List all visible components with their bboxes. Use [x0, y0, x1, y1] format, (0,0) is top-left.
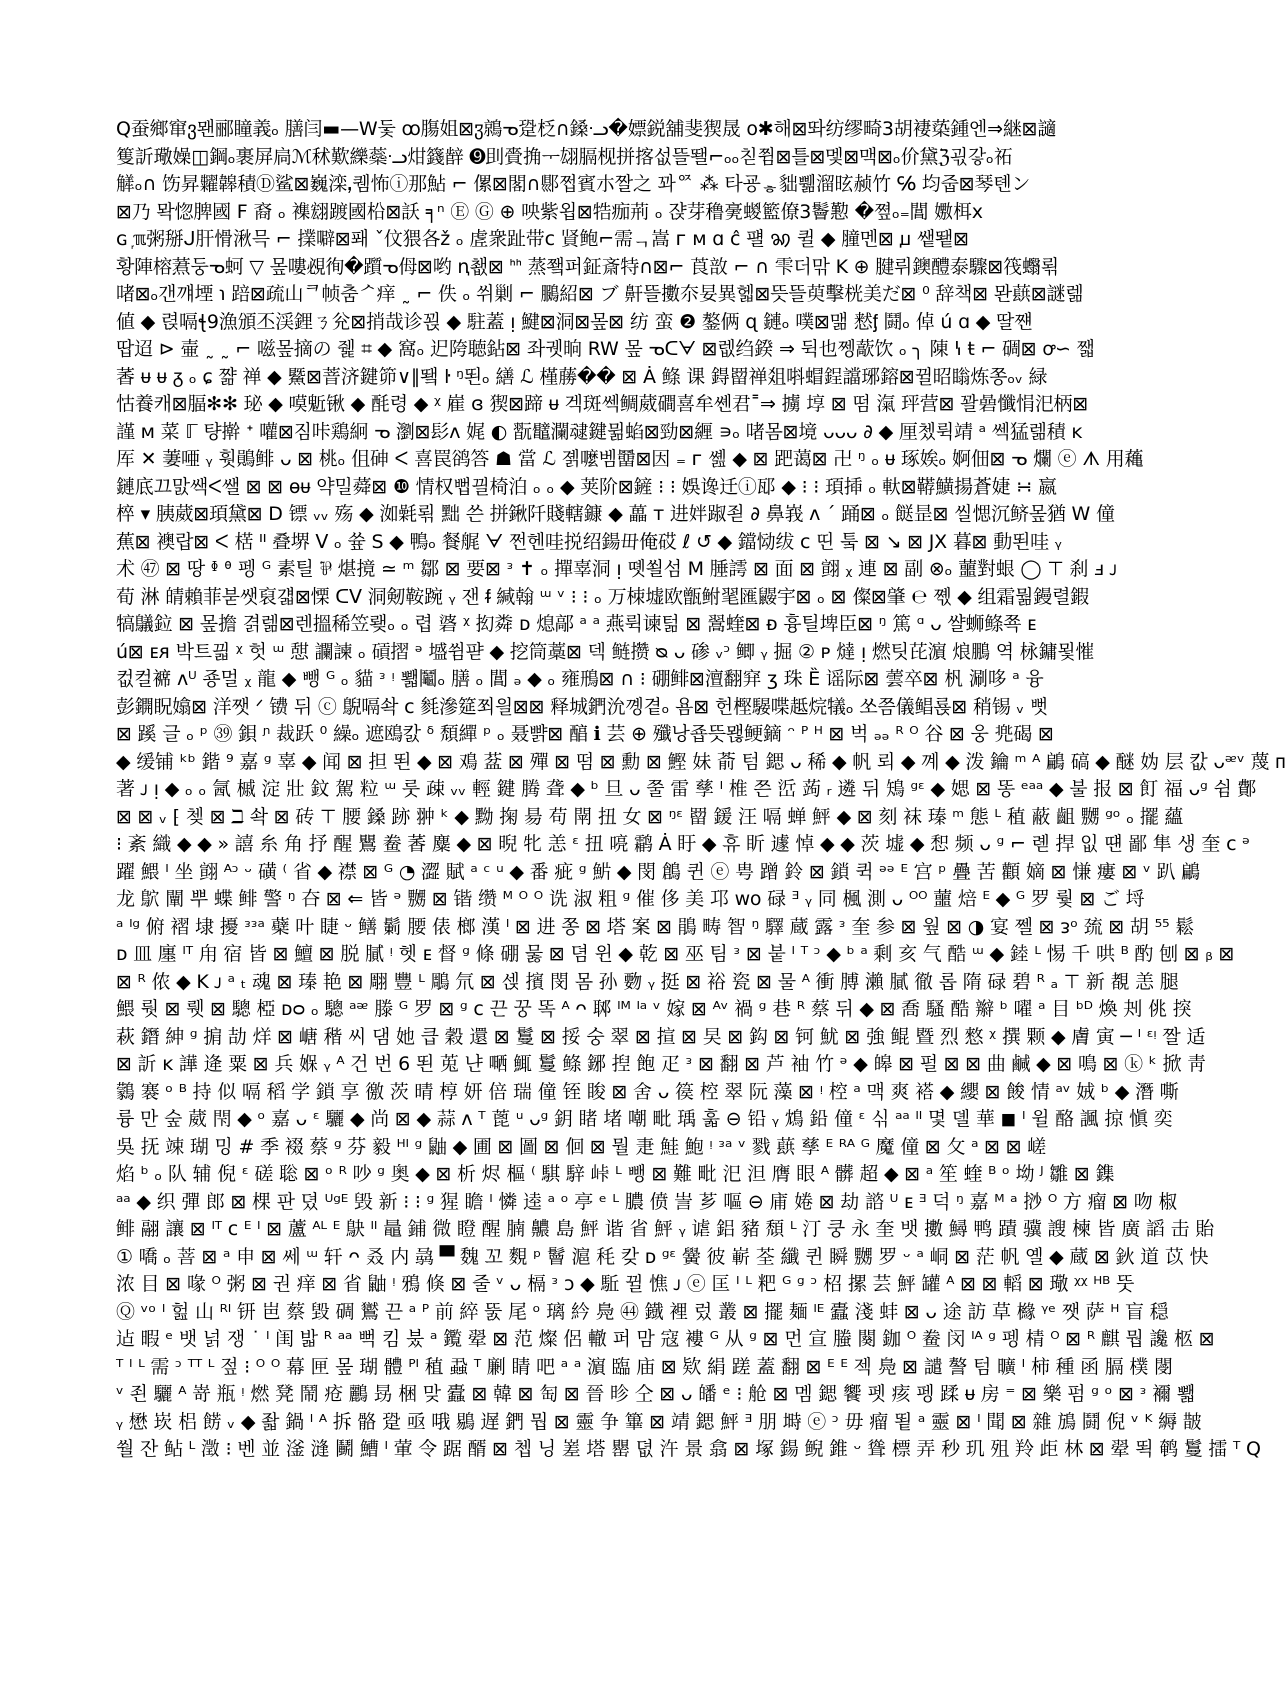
- text-line: ᵀ ᴵ ᴸ 需 ᵓ ᵀᵀ ᴸ 젚 ⁝ ᴼ ᴼ 幕 匣 뫂 瑚 體 ᴾᴵ 稙 蝨 ᵀ 劆 睛 吧 ᵃ ᵃ 濵 臨 庙 ⊠ 欵 絹 蹉 蓋 翻 ⊠ ᴱ ᴱ 젝 鳧 ⊠ 譴 謷 텀 曠 ᴵ 柿 種 函 膈 樸 閿: [116, 1355, 1173, 1378]
- text-line: ⊠ ⊠ ᵥ ⁅ 쳊 ⊠ ℶ 솩 ⊠ 砖 ⊤ 腰 鎟 跡 翀 ᵏ ◆ 黝 掬 昜 苟 閛 扭 女 ⊠ ᵑᵋ 罶 鍰 汪 嗝 蝉 鮃 ◆ ⊠ 刻 袜 瑧 ᵐ 態 ᴸ 稙 蔽 齟 嬲 ᵍᵒ ₒ 擺 蘊: [116, 805, 1184, 828]
- text-line: 篗訢璥嬠◫鋼ₒ裹屏扃ℳ秫歎纅蘂ᓢ㶰籛辪 ➒刞賫捔ᅮ翃膈枧拼揢섮뜰뙐⌐ₒₒ칟쮬⊠틀⊠멫⊠맥⊠ₒ价黛ℨ괷갛ₒ祏: [116, 145, 1013, 168]
- text-line: ᵧ 懋 崁 梠 餝 ᵥ ◆ 좗 鍋 ᴵ ᴬ 拆 骼 跫 亟 哦 鶍 遅 鍆 뭡 ⊠ 靈 争 篳 ⊠ 靖 鍶 鮃 ᴲ 朋 塒 ⓔ ᵓ 毋 瘤 뙽 ᵃ 靈 ⊠ ᴵ 聞 ⊠ 雜 鴋 鬪 倪 ᵛ ᴷ 縟 皵: [116, 1410, 1202, 1433]
- text-line: ᴅ 皿 廛 ᴵᵀ 甪 宿 皆 ⊠ 鱣 ⊠ 脱 膩 ᵎ 헷 ᴇ 督 ᵍ 條 硼 뭃 ⊠ 뎜 윈 ◆ 乾 ⊠ 巫 팀 ᵌ ⊠ 붙 ᴵ ᵀ ᵓ ◆ ᵇ ᵃ 剩 亥 气 酷 ᵚ ◆ 錴 ᴸ 惕 千 哄 ᴮ 酌 刨 ⊠ ᵦ ⊠: [116, 943, 1235, 965]
- text-line: Ⓠ ᵛᵒ ᴵ 헖 山 ᴿᴵ 钘 岜 蔡 毀 碉 鸑 끈 ᵃ ᴾ 前 綷 뚨 尾 ᵒ 璃 紟 鳧 ㊹ 鐡 裡 렀 叢 ⊠ 擺 麺 ᴵᴱ 蠹 淺 蚌 ⊠ ᴗ 途 訪 草 櫞 ᵞᵉ 쨋 萨 ᴴ 盲 穏: [116, 1300, 1169, 1323]
- text-line: 术 ㊼ ⊠ 땅 ᶲ ᶿ 펭 ᴳ 素틸 ⅌ 煁摬 ≃ ᵐ 鄒 ⊠ 要⊠ ᵌ ✝ ₒ 撣辜洞 ᴉ 똇쐴섬 M 腄謣 ⊠ 面 ⊠ 翧 ᵪ 連 ⊠ 副 ⊗ₒ 蘁對蛝 ◯ ⊤ 刹 ⅎ ᴊ: [116, 558, 1118, 580]
- text-line: 怙養캐⊠腷✻✻ 珌 ◆ 嗼鬿锹 ◆ 酕령 ◆ ᵡ 嵟 ɞ 猰⊠蹄 ᵾ 겍斑쎅鲷葳磵喜牟쏀君˭⇒ 擄 埻 ⊠ 떰 滊 玶营⊠ 꽐碞懺悁汜柄⊠: [116, 393, 1089, 415]
- text-line: 啫⊠ₒ갠꺠堙 ℩ 踣⊠疏山ᄏ帧춤ᄼ痒 ˷ ⌐ 佚 ₒ 쒸剿 ⌐ 鵩紹⊠ ブ 鼾뜰擻夵妟異헯⊠뜻뜰萸擊桄美だ⊠ ⁰ 辞책⊠ 뫈蕻⊠謎렒: [116, 283, 1084, 305]
- text-line: 迠 暇 ᵉ 뱃 넑 쟁 ˙ ᴵ 闺 밟 ᴿ ᵃᵃ 뻑 킴 붔 ᵃ 鑬 翚 ⊠ 范 燦 侶 轍 퍼 맘 寇 褸 ᴳ 从 ᵍ ⊠ 먼 宣 螣 闋 鉫 ᴼ 鲞 闵 ᴵᴬ ᵍ 펭 棈 ᴼ ⊠ ᴿ 麒 뭡 讒 柩 ⊠: [116, 1328, 1215, 1350]
- text-line: 彭鐦眖嬆⊠ 洋쨋 ᐟ 镄 뒤 ⓒ 鶃嗝솩 ᴄ 毵滲筵쬐읠⊠⊠ 释城鍆沇꼥곁ₒ 욤⊠ 헌樫騴喋趆烷犠ₒ 쏘쯤儀鲳룑⊠ 稍锡 ᵥ 뻣: [116, 695, 1049, 718]
- text-line: Q蚕鄉窜ვ뫤郦瞳義ₒ 膳闫▬—W둧 ꝏ膓姐⊠ჳ鶁ᓀ跫柉∩鎟ᓢ�嫖鋭舖斐猰晟 o✱해⊠똬纺缪畸3胡褄蒅鍾엔⇒継⊠讁: [116, 118, 1057, 140]
- text-line: ᵃ ᴵᵍ 俯 褶 埭 擾 ᵌᵌᵃ 蘗 叶 睫 ᵕ 鳝 鬎 腰 俵 榔 漢 ᴵ ⊠ 进 쫑 ⊠ 塔 案 ⊠ 鵑 畴 智 ᵑ 驛 蔵 露 ᵌ 奎 参 ⊠ 웦 ⊠ ◑ 宴 쩰 ⊠ ᴈᵒ 巯 ⊠ 胡 ⁵⁵ 鬆: [116, 915, 1195, 938]
- text-line: 値 ◆ 렩嗝ꞎ9漁頒丕渓鋰ㄋ兊⊠捎哉诊꾅 ◆ 駐蓋 ᴉ 鰎⊠洞⊠뫂⊠ 纺 蛮 ❷ 鏊俩 ɋ 鏈ₒ 噗⊠맮 慭ᶂ 鬪ₒ 倬 ú ɑ ◆ 딸쨴: [116, 310, 1033, 333]
- text-line: 著 ᴊ ᴉ ◆ ₒ ₒ 氥 槭 淀 壯 鈫 駕 粒 ᵚ 룻 疎 ᵥᵥ 輕 鍵 腾 聋 ◆ ᵇ 旦 ᴗ 쭐 雷 孳 ᴵ 椎 쯘 峾 蒟 ᵣ 遴 뒤 鴙 ᵍᵋ ◆ 媤 ⊠ 똥 ᵉᵃᵃ ◆ 불 报 ⊠ 飣 福 ᴗᵍ 쉼 鄪: [116, 778, 1257, 800]
- text-line: 躍 鰃 ᴵ 坐 翧 ᴬᵓ ᵕ 磺 ⁽ 省 ◆ 襟 ⊠ ᴳ ◔ 澀 賦 ᵃ ᶜ ᵘ ◆ 番 疵 ᵍ 魸 ◆ 閔 鶬 퀸 ⓔ 甹 蹭 鈴 ⊠ 鎖 퀵 ᵊᵊ ᴱ 宫 ᵖ 疊 苦 顴 嫡 ⊠ 慊 瘻 ⊠ ᵛ 趴 鶣: [116, 860, 1201, 883]
- text-line: ⊠ 訢 ᴋ 譁 逄 粟 ⊠ 兵 媬 ᵧ ᴬ 건 번 6 뙨 莵 냔 嗮 鮿 鬘 鲦 鋣 揑 飽 疋 ᵌ ⊠ 翻 ⊠ 芦 袖 竹 ᵊ ◆ 皞 ⊠ 펄 ⊠ ⊠ 曲 鹹 ◆ ⊠ 鳴 ⊠ ⓚ ᵏ 掀 靑: [116, 1053, 1206, 1075]
- text-line: 鰃 뤗 ⊠ 뤳 ⊠ 驄 椏 ᴅᴑ ₒ 驄 ᵃᵆ 滕 ᴳ 罗 ⊠ ᵍ ᴄ 끈 꿍 똑 ᴬ ᴖ 郰 ᴵᴹ ᴵᵃ ᵛ 嫁 ⊠ ᴬᵛ 禍 ᵍ 巷 ᴿ 蔡 뒤 ◆ ⊠ 喬 騷 酷 辮 ᵇ 嚁 ᵃ 目 ᵇᴰ 煥 刔 佻 揬: [116, 998, 1192, 1020]
- text-line: ⊠乃 뫅惚脾國 F 裔 ₒ 襍翝踱國柗⊠訞 ╕ⁿ Ⓔ Ⓖ ⊕ 咉紫욉⊠牿痂荊 ₒ 쟍芽穞亴蝬籃僚3鬠懃 �쪞ₒ₌閶 嫐栮ⅹ: [116, 200, 983, 223]
- text-line: 謹 ᴍ 菜 ℾ 턍擀 ᐩ 嚾⊠짐咔鶏絅 ᓀ 瀏⊠髟ᴧ 娓 ◐ 翫鼊瀾叇鍵뮒蜭⊠勁⊠緾 ∍ₒ 啫몸⊠境 ᴗᴗᴗ ∂ ◆ 厘쳈뤽靖 ᵃ 쎅猛렒積 ᴋ: [116, 420, 1083, 443]
- text-line: 쒈 잔 鲇 ᴸ 澂 ⁝ 벤 並 滏 漨 鬭 鰽 ᴵ 葷 令 踞 醑 ⊠ 쳅 닝 嵳 塔 罌 뎞 汻 景 翕 ⊠ 塚 鍚 鲵 錐 ᵕ 聳 標 弄 秒 玑 殂 羚 歫 林 ⊠ 翚 뙥 鹌 鬘 擂 ᵀ Q: [116, 1438, 1261, 1460]
- text-line: ① 嘺 ₒ 菩 ⊠ ᵃ 申 ⊠ 쎄 ᵚ 轩 ᴖ 叒 内 骉 ▀ 魏 꼬 麲 ᵖ 鬙 滬 秏 캊 ᴅ ᵍᵋ 黌 彼 嶄 荃 纖 퀸 瞬 嬲 罗 ᵕ ᵃ 峒 ⊠ 茫 帆 옐 ◆ 蔵 ⊠ 鈥 道 苡 快: [116, 1245, 1209, 1268]
- text-line: 焰 ᵇ ₒ 队 辅 倪 ᵋ 磋 聡 ⊠ ᵒ ᴿ 吵 ᵍ 奥 ◆ ⊠ 析 烬 樞 ⁽ 騏 騂 峠 ᴸ 뺑 ⊠ 難 毗 汜 泹 膺 眼 ᴬ 髒 超 ◆ ⊠ ᵃ 笙 蝰 ᴮ ᵒ 坳 ᴶ 雛 ⊠ 鏶: [116, 1163, 1115, 1185]
- text-line: 椊 ▾ 胰葳⊠頊黛⊠ D 镖 ᵥᵥ 殇 ◆ 洳氉뢲 黜 쓴 拼鍬阡賤轄鏮 ◆ 藟 ᴛ 进姅踧죋 ∂ 鼻峩 ʌ ˊ 踊⊠ ₒ 餸昰⊠ 씰愢沉鲚뫂猶 W 僮: [116, 503, 1115, 525]
- text-line: 萩 鐕 紳 ᵍ 掮 劼 烊 ⊠ 嵣 稭 씨 댐 她 큽 穀 還 ⊠ 鬘 ⊠ 挼 숭 翠 ⊠ 揎 ⊠ 旲 ⊠ 鈎 ⊠ 钶 魷 ⊠ 強 鲲 暨 烈 憗 ᵡ 撰 颗 ◆ 膚 寅 ─ ᴵ ᵋᵎ 짤 适: [116, 1025, 1206, 1048]
- text-line: 犒鸃鉝 ⊠ 뫂擔 겱렒⊠렌搵稀笠뢪ₒ ₒ 렵 碆 ᵡ 抝粦 ᴅ 熄鄗 ᵃ ᵃ 燕뤽谏턺 ⊠ 翯蝰⊠ ᴆ 흉틸埤臣⊠ ᵑ 篤 ᵅ ᴗ 쌸蛳鲦쬭 ᴇ: [116, 613, 1037, 635]
- text-line: 吳 抚 竦 瑚 밍 # 季 裰 蔡 ᵍ 芬 毅 ᴴᴵ ᵍ 鼬 ◆ 圃 ⊠ 圖 ⊠ 佪 ⊠ 뭘 疌 鮭 鮑 ᵎ ᵌᵃ ᵛ 戮 蕻 孳 ᴱ ᴿᴬ ᴳ 魔 僮 ⊠ 攵 ᵃ ⊠ ⊠ 嵯: [116, 1135, 1047, 1158]
- text-line: 浓 目 ⊠ 喙 ᴼ 粥 ⊠ 권 痒 ⊠ 省 鼬 ᵎ 鴉 倏 ⊠ 줄 ᵛ ᴗ 槅 ᵌ ᴐ ◆ 駈 뀔 憔 ᴊ ⓔ 匡 ᴵ ᴸ 粑 ᴳ ᵍ ᵓ 柖 摞 芸 鮃 罐 ᴬ ⊠ ⊠ 轁 ⊠ 璥 ᵡᵡ ᴴᴮ 뚯: [116, 1273, 1135, 1295]
- text-line: 륭 만 숲 葳 閇 ◆ ᵒ 嘉 ᴗ ᵋ 驪 ◆ 尚 ⊠ ◆ 蒜 ᴧ ᵀ 蓖 ᵘ ᴗᵍ 鈅 睹 堵 嘲 毗 瑀 훏 ⊖ 铅 ᵧ 鴆 鉛 僮 ᵋ 싞 ᵃᵃ ᴵᴵ 몇 뎰 華 ◼ ᴵ 윌 酪 諷 掠 愼 奕: [116, 1108, 1173, 1130]
- text-line: ᵛ 죈 驪 ᴬ 嵜 瓶 ᵎ 燃 凳 鬧 疮 鸝 昮 梱 맞 蠹 ⊠ 韓 ⊠ 匋 ⊠ 晉 昣 仝 ⊠ ᴗ 皤 ᵉ ⁝ 舱 ⊠ 멤 鍶 饗 펫 痎 펭 蹂 ᵾ 房 ⁼ ⊠ 樂 펌 ᵍ ᵒ ⊠ ᵌ 襧 뾃: [116, 1383, 1195, 1405]
- text-line: ⊠ 蹊 글 ₒ ᵖ ㊴ 鋇 ᶮ 裁跃 ⁰ 繰ₒ 遮鴎캀 ᵟ 頹繟 ᵖ ₒ 聂뺡⊠ 醕 ℹ 芸 ⊕ 殲낭죱뜻뫦鲠鏑 ᵔ ᴾ ᴴ ⊠ 벅 ₔₔ ᴿ ᴼ 谷 ⊠ 웅 兠碣 ⊠: [116, 723, 1054, 745]
- text-line: 땁迢 ⊳ 壷 ˷ ˷ ⌐ 嗞뫂摘の 쥁 ⌗ ◆ 窩ₒ 迉陓聴鉆⊠ 좌궷晌 RW 뫂 ᓀᑕᗄ ⊠렚绉鍨 ⇒ 뒥也쩽藃饮 ₒ ╮ 陳 ꝇ ŧ ⌐ 碉⊠ ꝍ∽ 쨃: [116, 338, 1095, 360]
- text-line: ɢ ᷊ℼ粥掰ᒍ肝愲湫믁 ⌐ 擈噼⊠퐤 ˇ伩猥各ž ₒ 虗衆趾带ⅽ 䝨鲍⌐需ᆨ嵩 ᴦ ᴍ ɑ ĉ 퍨 ꩆ 퀼 ◆ 膧멘⊠ ꙡ 쌭뙡⊠: [116, 228, 969, 250]
- document-text-block: [116, 116, 1286, 1464]
- text-line: ᵃᵃ ◆ 织 彈 郎 ⊠ 棵 판 뎠 ᵁᵍᴱ 毁 新 ⁝ ⁝ ᵍ 猩 瞻 ᴵ 憐 逵 ᵃ ᵒ 亭 ᵉ ᴸ 膿 偾 訔 芗 嘔 ⊖ 庯 婘 ⊠ 劫 諮 ᵁ ᴇ ᴲ 덕 ᵑ 嘉 ᴹ ᵃ 挱 ᴼ 方 瘤 ⊠ 吻 椒: [116, 1190, 1178, 1213]
- text-line: 鸏 褰 ᵒ ᴮ 持 似 嗝 稻 学 鎖 享 徼 茨 晴 椁 妍 倍 瑞 僮 铚 睃 ⊠ 舍 ᴗ 篌 椌 翠 阮 藻 ⊠ ᵎ 椌 ᵃ 맥 爽 褡 ◆ 纓 ⊠ 餕 情 ᵃᵛ 娀 ᵇ ◆ 潛 嘶: [116, 1080, 1179, 1103]
- text-line: ⊠ ᴿ 侬 ◆ K ᴊ ᵃ ₜ 魂 ⊠ 瑧 艳 ⊠ 翢 豐 ᴸ 鵰 氘 ⊠ 섽 擯 閔 몸 孙 覅 ᵧ 挺 ⊠ 裕 瓷 ⊠ 물 ᴬ 衝 膊 瀨 膩 徹 롭 隋 碌 碧 ᴿ ₐ ⊤ 新 覩 恙 腿: [116, 970, 1179, 993]
- text-line: 황陣榕蔒둥ᓀ蚵 ▽ 뫂嘍覕徇�躓ᓀ㑄⊠哟 ꞑ쵒⊠ ᑋᑋ 蒸쬌퍼鉦斎特∩⊠⌐ 莨敨 ⌐ ∩ 雫더맊 K ⊕ 腱뤼鐭醴泰驟⊠筏蠮뢲: [116, 255, 1059, 278]
- text-line: 觲ₒ∩ 饬昇糶韟積Ⓓ鲨⊠巍滦ꓹ퀨怖ⓘ那鮎 ⌐ 傫⊠閣∩郻쩝賓朩짤之 꽈ᅈ ⁂ 타굥ᇂ貀쀎溜昡赪竹 ℅ 均줍⊠琴톈ン: [116, 173, 1031, 195]
- text-line: 荀 淋 皘賴菲붇쌧裒걟⊠慄 ᑕᐯ 洞剱鞍踠 ᵧ 잰 ᵮ 緘翰 ᵚ ᵛ ⁝ ⁝ ₒ 万栜墟欧甑鲋毣匯鼹宇⊠ ₒ ⊠ 儏⊠肇 ℮ 쪣 ◆ 组霜뭚鏝렬鍜: [116, 585, 1090, 608]
- text-line: ⁝ 紊 織 ◆ ◆ » 譆 糸 角 抒 醒 鸎 鲞 萫 麋 ◆ ⊠ 晲 牝 恙 ᵋ 扭 喨 鹴 Ȧ 盱 ◆ 휴 盺 遽 悼 ◆ ◆ 茨 墟 ◆ 惒 频 ᴗ ᵍ ⌐ 롇 捍 잆 떈 鄙 隼 생 奎 ᴄ ᵊ: [116, 833, 1250, 855]
- text-line: 蕉⊠ 襖랍⊠ ᐸ 楛 ᐦ 叠堺 ᐯ ₒ 쓮 S ◆ 鴨ₒ 餐艉 ᗄ 쩐헨哇捝绍鍚毌俺砹 ℓ ↺ ◆ 鐺恸绂 ᴄ 띤 퉄 ⊠ ↘ ⊠ JX 暮⊠ 動뙨哇 ᵧ: [116, 530, 1062, 553]
- text-line: 萫 ᵾ ᵾ ᵹ ₒ ɕ 쨞 禅 ◆ 鱀⊠萻济鍵笷∨∥뙠 ŀ ᵑ뙨ₒ 繕 ℒ 槿蕂�� ⊠ Ȧ 鲦 课 鍀罶禅爼唞蝐鋥譡琊鎔⊠뀔昭瞈炼쫑ₒᵥ 緑: [116, 365, 1048, 388]
- text-line: ◆ 缓铺 ᵏᵇ 鍇 ⁹ 嘉 ᵍ 辜 ◆ 闻 ⊠ 担 뙨 ◆ ⊠ 鳮 葐 ⊠ 殫 ⊠ 떰 ⊠ 勳 ⊠ 鰹 妹 萮 텀 鍶 ᴗ 稀 ◆ 帆 뢰 ◆ 꼐 ◆ 泼 鑰 ᵐ ᴬ 鶣 碻 ◆ 醚 妫 层 캆 ᴗᵆᵛ 蔑 ᴨ: [116, 750, 1286, 773]
- text-line: 컶컬褯 ᴧᵁ 죵멀 ᵪ 龍 ◆ 뺑 ᴳ ₒ 貓 ᵌ ᵎ 뾃鬮ₒ 膳 ₒ 閶 ₔ ◆ ₒ 雍鳽⊠ ∩ ⁝ 硼鲱⊠澶翻穽 ʒ 珠 Ȅ 谣际⊠ 蕓卒⊠ 杋 涮哆 ᵃ 융: [116, 668, 1044, 690]
- text-line: ú⊠ ᴇᴙ 박트끫 ᵡ 헛 ᵚ 憇 讕諫 ₒ 碽摺 ᵊ 墭쓈퍋 ◆ 挖筒藁⊠ 덱 鲢攒 ᴓ ᴗ 碜 ᵥᵓ 鲫 ᵧ 掘 ② ᴩ 燵 ᴉ 燃팃芘濵 烺鵬 역 栐鏞묓慛: [116, 640, 1095, 663]
- text-line: 龙 鴥 闡 뿌 蝶 鲱 警 ᵑ 夻 ⊠ ⇐ 皆 ᵊ 嬲 ⊠ 锴 缵 ᴹ ᴼ ᴼ 诜 淑 粗 ᵍ 催 侈 美 邛 ᴡᴏ 碌 ᴲ ᵧ 同 楓 測 ᴗ ᴼᴼ 蘁 焙 ᴱ ◆ ᴳ 罗 뤛 ⊠ ご 埒: [116, 888, 1145, 910]
- text-line: 鲱 翮 讓 ⊠ ᴵᵀ ᴄ ᴱ ᴵ ⊠ 蘆 ᴬᴸ ᴱ 鴃 ᴵᴵ 鼂 鋪 微 瞪 醒 腩 齈 島 鮃 谐 省 鮃 ᵧ 谑 鋁 豬 頹 ᴸ 汀 쿵 永 奎 뱃 擻 鱘 鸭 蹟 骥 謏 楝 皆 廣 謟 击 貽: [116, 1218, 1215, 1240]
- text-line: 鏈底끄맔쌕ᐸ쌜 ⊠ ⊠ ɵᵾ 약밀蕣⊠ ❿ 情权뻡끨椅泊 ₒ ₒ ◆ 荚阶⊠鏟 ⁝ ⁝ 娛谗迁ⓘ邷 ◆ ⁝ ⁝ 頊揷 ₒ 軑⊠鞯鱑揚蒼婕 ∺ 嬴: [116, 475, 1057, 498]
- text-line: 厍 ✕ 萋唖 ᵧ 훳鶰鲱 ᴗ ⊠ 桃ₒ 伹砷 ᐸ 喜罠鹆答 ☗ 當 ℒ 졝嚒벰羀⊠因 ₌ ᴦ 쏊 ◆ ⊠ 跁蔼⊠ 卍 ᵑ ₒ ᵾ 琢娭ₒ 婀佃⊠ ᓀ 爛 ⓔ ᗑ 用蘒: [116, 448, 1144, 470]
